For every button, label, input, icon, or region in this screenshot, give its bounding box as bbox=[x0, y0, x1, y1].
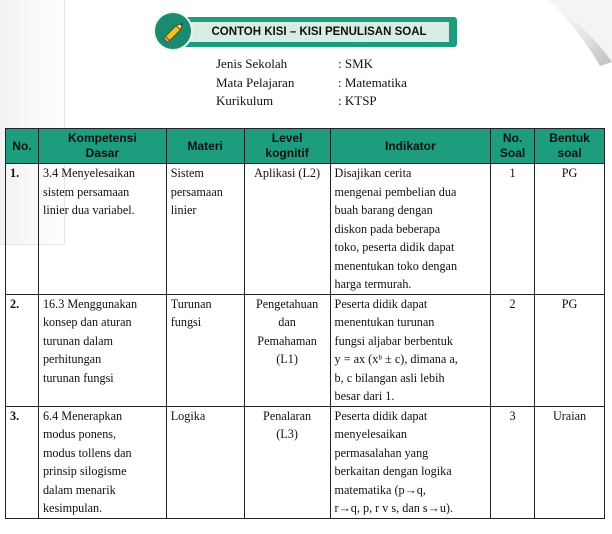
table-row bbox=[6, 406, 605, 518]
cell-line: prinsip silogisme bbox=[42, 464, 127, 478]
cell-line: menentukan toko dengan bbox=[334, 258, 458, 273]
cell-line: dan bbox=[278, 315, 296, 329]
cell-line: fungsi aljabar berbentuk bbox=[334, 333, 453, 348]
cell-line: linier dua variabel. bbox=[42, 203, 135, 217]
cell-bentuk: Uraian bbox=[535, 406, 605, 518]
kisi-table bbox=[5, 128, 605, 519]
cell-line: turunan dalam bbox=[42, 333, 114, 348]
cell-line: menentukan turunan bbox=[334, 315, 435, 329]
meta-row bbox=[216, 92, 407, 111]
cell-line: berkaitan dengan logika bbox=[334, 464, 452, 478]
meta-label: Kurikulum bbox=[216, 93, 274, 108]
table-row bbox=[6, 294, 605, 406]
cell-line: modus ponens, bbox=[42, 427, 117, 441]
cell-no: 3. bbox=[6, 406, 39, 518]
banner-title: CONTOH KISI – KISI PENULISAN SOAL bbox=[189, 22, 449, 42]
cell-line: Pengetahuan bbox=[255, 296, 319, 311]
page-curl-decoration bbox=[542, 0, 612, 70]
cell-no-soal: 1 bbox=[491, 164, 535, 295]
cell-line: perhitungan bbox=[42, 352, 102, 366]
cell-line: diskon pada beberapa bbox=[334, 221, 441, 236]
cell-indikator bbox=[330, 406, 491, 518]
cell-line: Logika bbox=[170, 408, 206, 423]
cell-line: Disajikan cerita bbox=[334, 166, 412, 180]
cell-line: besar dari 1. bbox=[334, 389, 395, 403]
cell-line: Sistem bbox=[170, 166, 204, 180]
cell-line: Peserta didik dapat bbox=[334, 408, 428, 423]
cell-level bbox=[244, 294, 330, 406]
cell-line: sistem persamaan bbox=[42, 184, 130, 199]
cell-materi bbox=[166, 164, 244, 295]
header-materi: Materi bbox=[166, 129, 244, 164]
cell-line: Turunan bbox=[170, 296, 212, 311]
meta-label: Mata Pelajaran bbox=[216, 74, 295, 90]
header-no-soal: No. Soal bbox=[491, 129, 535, 164]
cell-line: Peserta didik dapat bbox=[334, 296, 428, 311]
cell-line: (L1) bbox=[276, 352, 298, 366]
document-meta bbox=[216, 55, 407, 111]
cell-bentuk: PG bbox=[535, 294, 605, 406]
meta-value: : Matematika bbox=[338, 74, 407, 90]
cell-indikator bbox=[330, 164, 491, 295]
cell-line: 6.4 Menerapkan bbox=[42, 408, 123, 423]
cell-line: toko, peserta didik dapat bbox=[334, 240, 455, 254]
cell-line: b, c bilangan asli lebih bbox=[334, 370, 445, 385]
cell-line: turunan fungsi bbox=[42, 370, 114, 385]
cell-line: buah barang dengan bbox=[334, 203, 433, 217]
cell-line: persamaan bbox=[170, 184, 223, 199]
cell-line: linier bbox=[170, 203, 197, 217]
meta-value: : KTSP bbox=[338, 93, 377, 108]
cell-indikator bbox=[330, 294, 491, 406]
table-row bbox=[6, 164, 605, 295]
header-no: No. bbox=[6, 129, 39, 164]
pencil-icon bbox=[160, 18, 188, 46]
cell-materi bbox=[166, 294, 244, 406]
title-banner bbox=[153, 11, 459, 51]
meta-row bbox=[216, 55, 407, 74]
header-bentuk: Bentuk soal bbox=[535, 129, 605, 164]
header-kompetensi: Kompetensi Dasar bbox=[38, 129, 166, 164]
cell-line: matematika (p→q, bbox=[334, 482, 426, 497]
cell-no: 1. bbox=[6, 164, 39, 295]
cell-line: 3.4 Menyelesaikan bbox=[42, 166, 136, 180]
cell-line: Aplikasi (L2) bbox=[254, 166, 321, 180]
cell-level bbox=[244, 164, 330, 295]
cell-line: fungsi bbox=[170, 315, 202, 329]
cell-line: kesimpulan. bbox=[42, 501, 103, 515]
meta-value: : SMK bbox=[338, 56, 374, 71]
cell-line: modus tollens dan bbox=[42, 445, 132, 460]
cell-line: Pemahaman bbox=[257, 333, 317, 348]
cell-no-soal: 3 bbox=[491, 406, 535, 518]
cell-line: (L3) bbox=[276, 427, 298, 441]
cell-line: permasalahan yang bbox=[334, 445, 429, 460]
cell-bentuk: PG bbox=[535, 164, 605, 295]
cell-line: 16.3 Menggunakan bbox=[42, 296, 138, 311]
cell-line: harga termurah. bbox=[334, 277, 412, 291]
meta-label: Jenis Sekolah bbox=[216, 56, 288, 71]
header-level: Level kognitif bbox=[244, 129, 330, 164]
meta-row bbox=[216, 74, 407, 93]
cell-line: dalam menarik bbox=[42, 482, 116, 497]
cell-line: r→q, p, r v s, dan s→u). bbox=[334, 501, 454, 515]
cell-kompetensi bbox=[38, 164, 166, 295]
cell-line: y = ax (xᵇ ± c), dimana a, bbox=[334, 352, 458, 366]
table-header-row bbox=[6, 129, 605, 164]
cell-line: Penalaran bbox=[263, 408, 312, 423]
banner-badge bbox=[153, 11, 193, 51]
cell-no: 2. bbox=[6, 294, 39, 406]
cell-line: mengenai pembelian dua bbox=[334, 184, 457, 199]
cell-materi bbox=[166, 406, 244, 518]
cell-level bbox=[244, 406, 330, 518]
cell-line: konsep dan aturan bbox=[42, 315, 132, 329]
header-indikator: Indikator bbox=[330, 129, 491, 164]
cell-kompetensi bbox=[38, 294, 166, 406]
cell-no-soal: 2 bbox=[491, 294, 535, 406]
cell-kompetensi bbox=[38, 406, 166, 518]
cell-line: menyelesaikan bbox=[334, 427, 407, 441]
